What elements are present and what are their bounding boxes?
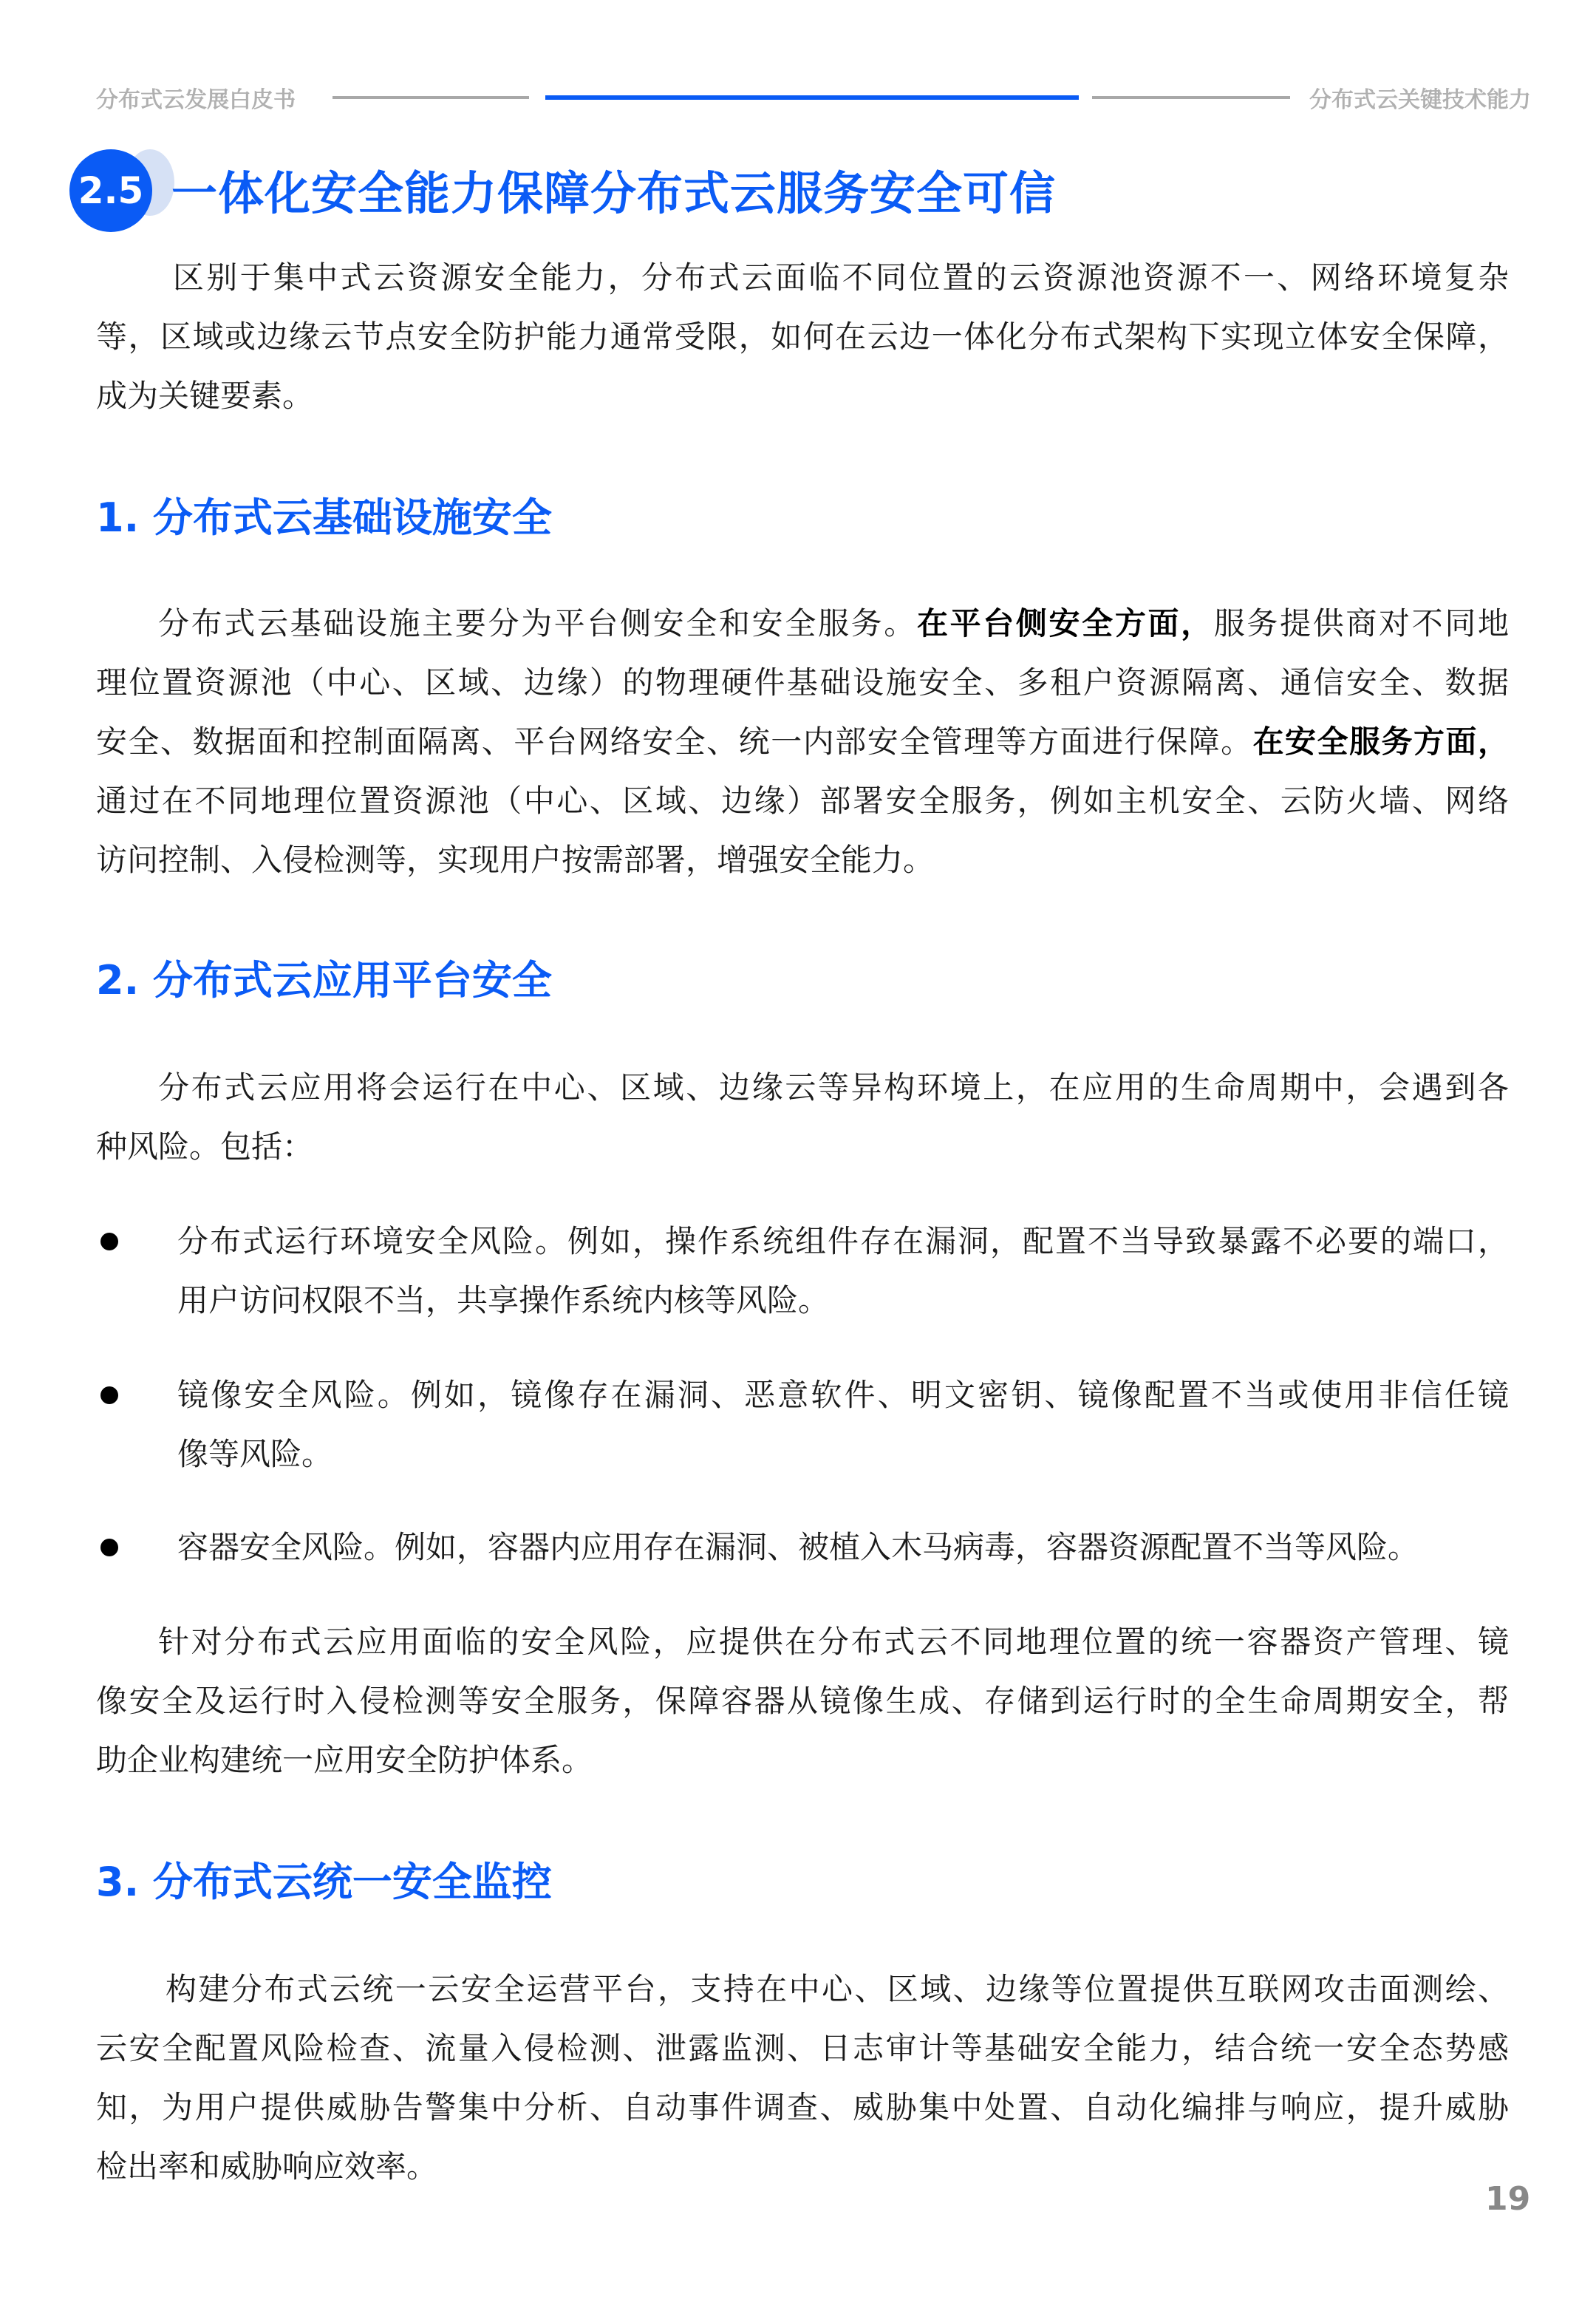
text-line: 等，区域或边缘云节点安全防护能力通常受限，如何在云边一体化分布式架构下实现立体安全保障， <box>96 319 1509 355</box>
header-divider-accent <box>545 95 1079 100</box>
text-line: 分布式运行环境安全风险。例如，操作系统组件存在漏洞，配置不当导致暴露不必要的端口， <box>177 1223 1509 1259</box>
text-line: 成为关键要素。 <box>96 378 314 414</box>
monitoring-paragraph <box>96 1960 1509 2196</box>
subheading-app-platform-security: 2. 分布式云应用平台安全 <box>96 957 552 1004</box>
infrastructure-paragraph <box>96 594 1509 890</box>
section-title: 一体化安全能力保障分布式云服务安全可信 <box>171 166 1057 220</box>
text-line: 像等风险。 <box>177 1436 333 1472</box>
text-line: 构建分布式云统一云安全运营平台，支持在中心、区域、边缘等位置提供互联网攻击面测绘、 <box>166 1971 1509 2007</box>
section-number-badge: 2.5 <box>69 149 152 232</box>
text-line: 像安全及运行时入侵检测等安全服务，保障容器从镜像生成、存储到运行时的全生命周期安全，帮 <box>96 1683 1509 1719</box>
list-item <box>96 1366 1509 1484</box>
text-line: 云安全配置风险检查、流量入侵检测、泄露监测、日志审计等基础安全能力，结合统一安全态势感 <box>96 2030 1509 2066</box>
text-line: 用户访问权限不当，共享操作系统内核等风险。 <box>177 1282 830 1318</box>
text-line: 访问控制、入侵检测等，实现用户按需部署，增强安全能力。 <box>96 842 935 878</box>
text-line: 镜像安全风险。例如，镜像存在漏洞、恶意软件、明文密钥、镜像配置不当或使用非信任镜 <box>177 1377 1509 1413</box>
text-line: 种风险。包括： <box>96 1128 314 1165</box>
page-number: 19 <box>1485 2180 1531 2218</box>
subheading-infrastructure-security: 1. 分布式云基础设施安全 <box>96 494 552 541</box>
header-divider-left <box>332 96 529 99</box>
text-line: 检出率和威胁响应效率。 <box>96 2148 438 2185</box>
text-line: 助企业构建统一应用安全防护体系。 <box>96 1742 593 1778</box>
bullet-icon <box>100 1386 118 1404</box>
text-line: 针对分布式云应用面临的安全风险，应提供在分布式云不同地理位置的统一容器资产管理、镜 <box>158 1624 1509 1660</box>
list-item <box>96 1212 1509 1330</box>
header-divider-right <box>1092 96 1290 99</box>
text-line: 分布式云应用将会运行在中心、区域、边缘云等异构环境上，在应用的生命周期中，会遇到各 <box>158 1069 1509 1106</box>
subheading-unified-monitoring: 3. 分布式云统一安全监控 <box>96 1859 552 1905</box>
bullet-icon <box>100 1233 118 1250</box>
list-item <box>96 1518 1509 1577</box>
header-left-title: 分布式云发展白皮书 <box>96 87 296 113</box>
header-right-title: 分布式云关键技术能力 <box>1309 87 1531 113</box>
text-line: 通过在不同地理位置资源池（中心、区域、边缘）部署安全服务，例如主机安全、云防火墙、网络 <box>96 783 1509 819</box>
app-platform-intro <box>96 1058 1509 1177</box>
text-line: 容器安全风险。例如，容器内应用存在漏洞、被植入木马病毒，容器资源配置不当等风险。 <box>177 1529 1419 1565</box>
text-line: 理位置资源池（中心、区域、边缘）的物理硬件基础设施安全、多租户资源隔离、通信安全、数据 <box>96 664 1509 701</box>
intro-paragraph <box>96 248 1509 426</box>
app-platform-outro <box>96 1613 1509 1790</box>
text-line: 安全、数据面和控制面隔离、平台网络安全、统一内部安全管理等方面进行保障。在安全服务方面， <box>96 723 1509 760</box>
bullet-icon <box>100 1539 118 1556</box>
text-line: 知，为用户提供威胁告警集中分析、自动事件调查、威胁集中处置、自动化编排与响应，提升威胁 <box>96 2089 1509 2125</box>
text-line: 分布式云基础设施主要分为平台侧安全和安全服务。在平台侧安全方面，服务提供商对不同地 <box>158 605 1509 641</box>
text-line: 区别于集中式云资源安全能力，分布式云面临不同位置的云资源池资源不一、网络环境复杂 <box>173 259 1509 296</box>
